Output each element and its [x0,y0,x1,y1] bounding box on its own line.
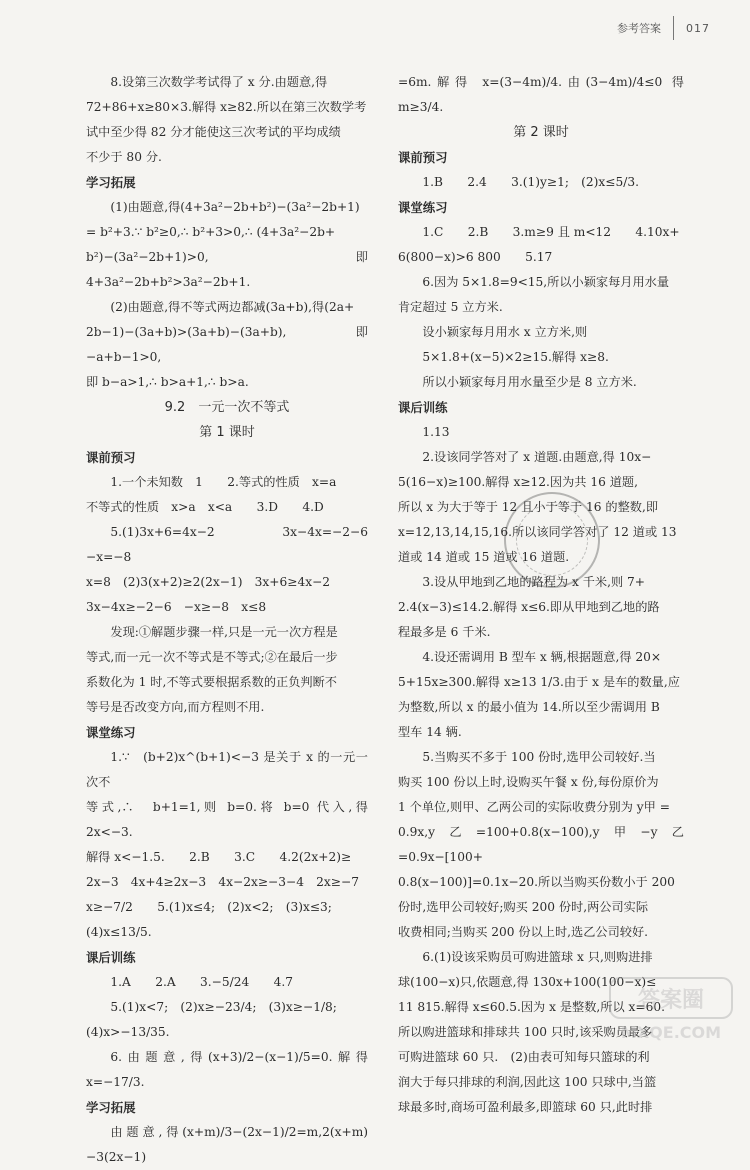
answer-line: 程最多是 6 千米. [398,625,491,639]
answer-line: 6(800−x)>6 800 5.17 [398,250,553,264]
answer-line: 0.9x,y乙=100+0.8(x−100),y甲−y乙=0.9x−[100+ [398,825,684,864]
answer-line: 11 815.解得 x≤60.5.因为 x 是整数,所以 x=60. [398,1000,666,1014]
answer-line: 6.因为 5×1.8=9<15,所以小颖家每月用水量 [422,275,670,289]
answer-line: 设小颖家每月用水 x 立方米,则 [422,325,588,339]
answer-line: 5.(1)3x+6=4x−2 3x−4x=−2−6 −x=−8 [86,525,381,564]
answer-line: x=8 (2)3(x+2)≥2(2x−1) 3x+6≥4x−2 [86,575,331,589]
left-column [86,70,381,1170]
answer-line: 3x−4x≥−2−6 −x≥−8 x≤8 [86,600,267,614]
answer-line: 3.设从甲地到乙地的路程为 x 千米,则 7+ [422,575,645,589]
page-number: 017 [686,21,710,35]
answer-line: 购买 100 份以上时,设购买午餐 x 份,每份原价为 [398,775,659,789]
svg-text:MXQE.COM: MXQE.COM [620,1023,722,1042]
answer-line: 5.当购买不多于 100 份时,选甲公司较好.当 [422,750,656,764]
answer-line: 1.一个未知数 1 2.等式的性质 x=a [110,475,337,489]
answer-line: 0.8(x−100)]=0.1x−20.所以当购买份数小于 200 [398,875,675,889]
answer-line: (4)x>−13/35. [86,1025,170,1039]
answer-line: 所以 x 为大于等于 12 且小于等于 16 的整数,即 [398,500,659,514]
answer-line: 球(100−x)只,依题意,得 130x+100(100−x)≤ [398,975,657,989]
answer-line: b²)−(3a²−2b+1)>0,即 4+3a²−2b+b²>3a²−2b+1. [86,250,368,289]
answer-line: 5×1.8+(x−5)×2≥15.解得 x≥8. [422,350,609,364]
section-heading: 课后训练 [86,950,136,965]
answer-line: 6.由题意,得(x+3)/2−(x−1)/5=0.解得 x=−17/3. [86,1050,368,1089]
lesson-title: 9.2 一元一次不等式 [164,400,290,415]
answer-line: 所以小颖家每月用水量至少是 8 立方米. [422,375,637,389]
answer-line: 1.∵ (b+2)x^(b+1)<−3 是关于 x 的一元一次不 [86,750,368,789]
answer-line: 发现:①解题步骤一样,只是一元一次方程是 [110,625,338,639]
lesson-title: 第 2 课时 [513,125,569,140]
header-divider [673,16,674,40]
answer-line: 不少于 80 分. [86,150,162,164]
answer-line: 系数化为 1 时,不等式要根据系数的正负判断不 [86,675,337,689]
answer-line: = b²+3.∵ b²≥0,∴ b²+3>0,∴ (4+3a²−2b+ [86,225,336,239]
section-heading: 课堂练习 [398,200,448,215]
answer-line: x=12,13,14,15,16.所以该同学答对了 12 道或 13 [398,525,677,539]
header-title: 参考答案 [617,22,661,35]
answer-line: 2.设该同学答对了 x 道题.由题意,得 10x− [422,450,652,464]
answer-line: 6.(1)设该采购员可购进篮球 x 只,则购进排 [422,950,653,964]
page-header [617,18,710,38]
answer-line: 道或 14 道或 15 道或 16 道题. [398,550,570,564]
lesson-title: 第 1 课时 [199,425,255,440]
section-heading: 学习拓展 [86,1100,136,1115]
answer-line: 1.B 2.4 3.(1)y≥1; (2)x≤5/3. [422,175,639,189]
answer-line: 型车 14 辆. [398,725,462,739]
answer-line: 2b−1)−(3a+b)>(3a+b)−(3a+b),即−a+b−1>0, [86,325,368,364]
section-heading: 课前预习 [398,150,448,165]
answer-line: (4)x≤13/5. [86,925,152,939]
answer-line: 球最多时,商场可盈利最多,即篮球 60 只,此时排 [398,1100,653,1114]
answer-line: x≥−7/2 5.(1)x≤4; (2)x<2; (3)x≤3; [86,900,332,914]
section-heading: 学习拓展 [86,175,136,190]
answer-line: 1 个单位,则甲、乙两公司的实际收费分别为 y甲 = [398,800,670,814]
answer-line: 即 b−a>1,∴ b>a+1,∴ b>a. [86,375,249,389]
answer-line: 5+15x≥300.解得 x≥13 1/3.由于 x 是车的数量,应 [398,675,680,689]
answer-line: 由题意,得(x+m)/3−(2x−1)/2=m,2(x+m)−3(2x−1) [86,1125,368,1164]
answer-line: 1.C 2.B 3.m≥9 且 m<12 4.10x+ [422,225,680,239]
answer-line: 2x−3 4x+4≥2x−3 4x−2x≥−3−4 2x≥−7 [86,875,359,889]
answer-line: (1)由题意,得(4+3a²−2b+b²)−(3a²−2b+1) [110,200,360,214]
answer-line: 72+86+x≥80×3.解得 x≥82.所以在第三次数学考 [86,100,367,114]
answer-line: 份时,选甲公司较好;购买 200 份时,两公司实际 [398,900,649,914]
answer-line: 等式,而一元一次不等式是不等式;②在最后一步 [86,650,338,664]
answer-line: 润大于每只排球的利润,因此这 100 只球中,当篮 [398,1075,657,1089]
answer-line: 5.(1)x<7; (2)x≥−23/4; (3)x≥−1/8; [110,1000,337,1014]
answer-line: 1.13 [422,425,450,439]
right-column [398,70,684,1120]
answer-line: 收费相同;当购买 200 份以上时,选乙公司较好. [398,925,649,939]
svg-text:答案圈: 答案圈 [637,988,705,1013]
answer-line: 不等式的性质 x>a x<a 3.D 4.D [86,500,324,514]
answer-line: 1.A 2.A 3.−5/24 4.7 [110,975,293,989]
section-heading: 课前预习 [86,450,136,465]
answer-line: 等号是否改变方向,而方程则不用. [86,700,265,714]
answer-line: 为整数,所以 x 的最小值为 14.所以至少需调用 B [398,700,660,714]
answer-line: 5(16−x)≥100.解得 x≥12.因为共 16 道题, [398,475,638,489]
answer-line: 可购进篮球 60 只. (2)由表可知每只篮球的利 [398,1050,650,1064]
answer-line: =6m.解得 x=(3−4m)/4.由(3−4m)/4≤0 得 m≥3/4. [398,75,684,114]
answer-line: 8.设第三次数学考试得了 x 分.由题意,得 [110,75,328,89]
answer-line: 试中至少得 82 分才能使这三次考试的平均成绩 [86,125,341,139]
site-logo-watermark [606,974,736,1044]
section-heading: 课后训练 [398,400,448,415]
answer-line: 肯定超过 5 立方米. [398,300,503,314]
answer-line: 所以购进篮球和排球共 100 只时,该采购员最多 [398,1025,653,1039]
answer-line: 解得 x<−1.5. 2.B 3.C 4.2(2x+2)≥ [86,850,352,864]
answer-line: 等式,∴ b+1=1,则 b=0.将 b=0 代入,得 2x<−3. [86,800,368,839]
answer-line: 4.设还需调用 B 型车 x 辆,根据题意,得 20× [422,650,662,664]
answer-line: 2.4(x−3)≤14.2.解得 x≤6.即从甲地到乙地的路 [398,600,660,614]
answer-line: (2)由题意,得不等式两边都减(3a+b),得(2a+ [110,300,355,314]
section-heading: 课堂练习 [86,725,136,740]
